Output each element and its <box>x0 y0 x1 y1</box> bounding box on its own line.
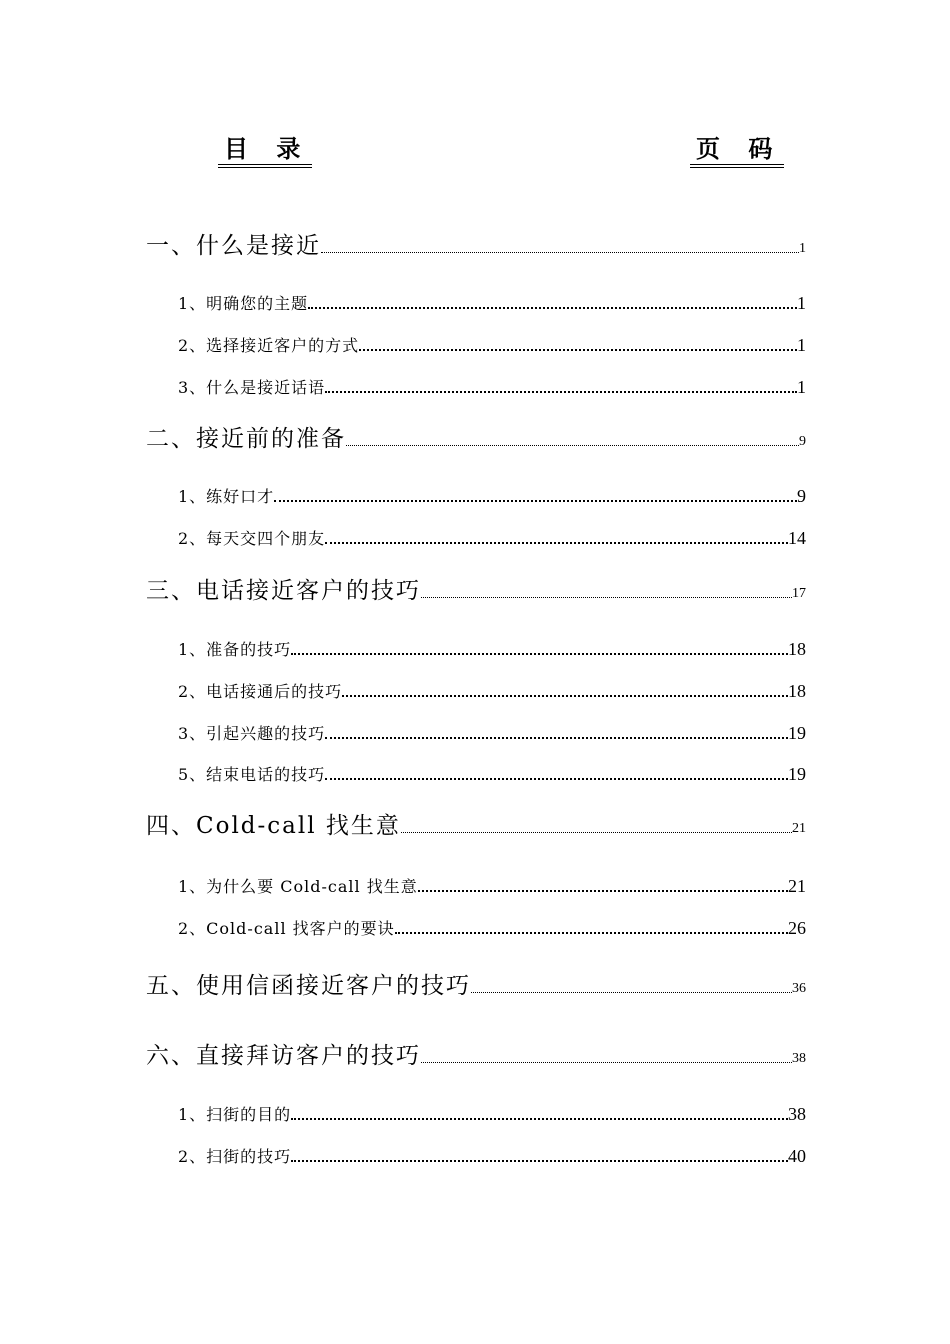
toc-leader-dots <box>291 1117 788 1120</box>
toc-leader-dots <box>325 390 797 393</box>
toc-leader-dots <box>291 1159 788 1162</box>
toc-leader-dots <box>321 251 799 253</box>
toc-section-entry[interactable] <box>146 1145 806 1167</box>
toc-section-entry[interactable] <box>146 376 806 398</box>
toc-page-number: 1 <box>797 335 806 355</box>
toc-leader-dots <box>418 889 788 892</box>
toc-chapter-entry[interactable] <box>146 573 806 605</box>
toc-leader-dots <box>308 306 797 309</box>
toc-page-number: 21 <box>792 821 806 836</box>
toc-leader-dots <box>325 736 788 739</box>
toc-leader-dots <box>325 541 788 544</box>
toc-entry-title: 2、Cold-call 找客户的要诀 <box>178 919 395 938</box>
toc-page-number: 38 <box>788 1104 806 1124</box>
toc-entry-title: 2、电话接通后的技巧 <box>178 682 343 701</box>
toc-section-entry[interactable] <box>146 292 806 314</box>
toc-page-number: 36 <box>792 981 806 996</box>
toc-entry-title: 1、练好口才 <box>178 487 275 506</box>
toc-leader-dots <box>471 991 792 993</box>
toc-entry-title: 四、Cold-call 找生意 <box>146 813 401 839</box>
toc-entry-title: 3、引起兴趣的技巧 <box>178 724 326 743</box>
toc-chapter-entry[interactable] <box>146 968 806 1000</box>
toc-entry-title: 1、准备的技巧 <box>178 640 292 659</box>
toc-heading-text: 目 录 <box>218 134 312 168</box>
toc-section-entry[interactable] <box>146 680 806 702</box>
toc-entry-title: 1、扫街的目的 <box>178 1105 292 1124</box>
toc-entry-title: 五、使用信函接近客户的技巧 <box>146 973 471 999</box>
toc-section-entry[interactable] <box>146 875 806 897</box>
toc-leader-dots <box>421 596 792 598</box>
toc-section-entry[interactable] <box>146 527 806 549</box>
toc-chapter-entry[interactable] <box>146 1038 806 1070</box>
toc-section-entry[interactable] <box>146 485 806 507</box>
page-number-heading-text: 页 码 <box>690 134 784 168</box>
toc-entry-title: 2、每天交四个朋友 <box>178 529 326 548</box>
toc-entry-title: 1、明确您的主题 <box>178 294 309 313</box>
toc-page-number: 18 <box>788 681 806 701</box>
toc-chapter-entry[interactable] <box>146 808 806 840</box>
toc-page-number: 40 <box>788 1146 806 1166</box>
toc-page-number: 14 <box>788 528 806 548</box>
toc-page-number: 1 <box>797 377 806 397</box>
toc-entry-title: 六、直接拜访客户的技巧 <box>146 1043 421 1069</box>
toc-page-number: 1 <box>797 293 806 313</box>
toc-leader-dots <box>291 652 788 655</box>
toc-leader-dots <box>421 1061 792 1063</box>
toc-section-entry[interactable] <box>146 763 806 785</box>
toc-page-number: 38 <box>792 1051 806 1066</box>
toc-leader-dots <box>401 831 792 833</box>
toc-section-entry[interactable] <box>146 334 806 356</box>
toc-page-number: 21 <box>788 876 806 896</box>
toc-page-number: 26 <box>788 918 806 938</box>
toc-leader-dots <box>342 694 788 697</box>
toc-chapter-entry[interactable] <box>146 228 806 260</box>
toc-entry-title: 二、接近前的准备 <box>146 426 346 452</box>
toc-page-number: 19 <box>788 764 806 784</box>
toc-section-entry[interactable] <box>146 1103 806 1125</box>
toc-section-entry[interactable] <box>146 638 806 660</box>
toc-page-number: 18 <box>788 639 806 659</box>
toc-section-entry[interactable] <box>146 917 806 939</box>
toc-page-number: 9 <box>799 434 806 449</box>
toc-entry-title: 2、选择接近客户的方式 <box>178 336 360 355</box>
toc-leader-dots <box>359 348 797 351</box>
toc-entry-title: 1、为什么要 Cold-call 找生意 <box>178 877 418 896</box>
toc-heading <box>218 134 312 168</box>
toc-leader-dots <box>274 499 797 502</box>
toc-page-number: 19 <box>788 723 806 743</box>
toc-page-number: 9 <box>797 486 806 506</box>
toc-entry-title: 5、结束电话的技巧 <box>178 765 326 784</box>
toc-page-number: 17 <box>792 586 806 601</box>
page-number-heading <box>690 134 784 168</box>
toc-entry-title: 一、什么是接近 <box>146 233 321 259</box>
toc-chapter-entry[interactable] <box>146 421 806 453</box>
toc-entry-title: 3、什么是接近话语 <box>178 378 326 397</box>
toc-leader-dots <box>395 931 788 934</box>
toc-leader-dots <box>325 777 788 780</box>
toc-leader-dots <box>346 444 799 446</box>
toc-page-number: 1 <box>799 241 806 256</box>
toc-entry-title: 三、电话接近客户的技巧 <box>146 578 421 604</box>
toc-section-entry[interactable] <box>146 722 806 744</box>
toc-entry-title: 2、扫街的技巧 <box>178 1147 292 1166</box>
